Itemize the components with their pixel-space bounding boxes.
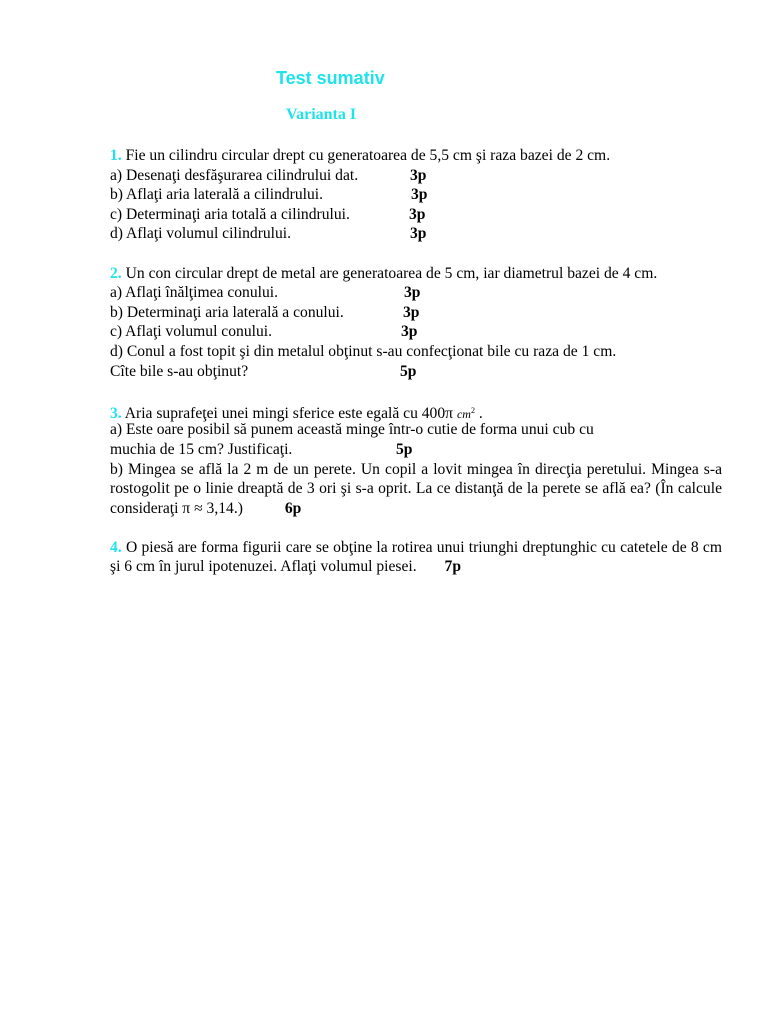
problem-2	[110, 264, 722, 382]
problems-container	[110, 146, 722, 597]
problem-item	[110, 205, 722, 225]
item-text: muchia de 15 cm? Justificaţi.	[110, 440, 293, 458]
problem-statement: Aria suprafeţei unei mingi sferice este egală cu 400π	[124, 404, 454, 422]
item-text: a) Aflaţi înălţimea conului.	[110, 284, 279, 302]
variant-subtitle: Varianta I	[286, 106, 357, 123]
item-points: 5p	[396, 440, 413, 458]
problem-item	[110, 420, 722, 440]
item-points: 6p	[284, 499, 302, 517]
item-points: 3p	[401, 323, 418, 341]
problem-item	[110, 342, 722, 362]
item-points: 3p	[410, 166, 427, 184]
item-text: a) Este oare posibil să punem această minge într-o cutie de forma unui cub cu	[110, 421, 594, 439]
item-text: b) Determinaţi aria laterală a conului.	[110, 303, 344, 321]
problem-item	[110, 303, 722, 323]
item-text: d) Aflaţi volumul cilindrului.	[110, 225, 292, 243]
problem-1-statement-line	[110, 146, 722, 166]
item-points: 7p	[444, 558, 462, 576]
problem-4	[110, 538, 722, 577]
item-text: d) Conul a fost topit şi din metalul obţinut s-au confecţionat bile cu raza de 1 cm.	[110, 342, 617, 360]
problem-number: 4.	[110, 538, 122, 556]
problem-statement: Fie un cilindru circular drept cu generatoarea de 5,5 cm şi raza bazei de 2 cm.	[125, 147, 611, 164]
item-text: Cîte bile s-au obţinut?	[110, 362, 249, 380]
problem-item	[110, 283, 722, 303]
problem-item	[110, 322, 722, 342]
item-points: 3p	[404, 284, 421, 302]
problem-3	[110, 401, 722, 519]
item-points: 3p	[403, 303, 420, 321]
item-text: c) Aflaţi volumul conului.	[110, 323, 272, 341]
item-text: b) Aflaţi aria laterală a cilindrului.	[110, 186, 324, 204]
problem-2-statement-line	[110, 264, 722, 284]
problem-item	[110, 362, 722, 382]
item-text: b) Mingea se află la 2 m de un perete. Un copil a lovit mingea în direcţia peretului. Mingea s-a rostogolit pe o linie dreaptă de 3 ori şi s-a oprit. La ce distanţă de la perete se află ea? (În calcule consideraţi π ≈ 3,14.)	[110, 460, 722, 517]
item-points: 3p	[409, 205, 426, 223]
problem-number: 3.	[110, 404, 122, 422]
problem-item	[110, 460, 722, 519]
problem-3-statement-line: 3. Aria suprafeţei unei mingi sferice este egală cu 400π $cm^2$ .	[110, 404, 483, 422]
problem-item	[110, 224, 722, 244]
test-title: Test sumativ	[276, 68, 385, 88]
problem-number: 1.	[110, 147, 122, 164]
problem-statement: Un con circular drept de metal are generatoarea de 5 cm, iar diametrul bazei de 4 cm.	[125, 264, 658, 282]
item-points: 3p	[410, 225, 427, 243]
problem-4-statement-line	[110, 538, 722, 577]
problem-number: 2.	[110, 264, 122, 282]
problem-1	[110, 146, 722, 244]
problem-item	[110, 166, 722, 186]
item-text: c) Determinaţi aria totală a cilindrului.	[110, 205, 350, 223]
unit-cm-squared: $cm^2$	[456, 405, 475, 421]
problem-statement: O piesă are forma figurii care se obţine la rotirea unui triunghi dreptunghic cu catetele de 8 cm şi 6 cm în jurul ipotenuzei. Aflaţi volumul piesei.	[110, 538, 722, 576]
item-points: 3p	[411, 186, 428, 204]
problem-item	[110, 440, 722, 460]
item-text: a) Desenaţi desfăşurarea cilindrului dat.	[110, 166, 359, 184]
problem-item	[110, 185, 722, 205]
item-points: 5p	[400, 362, 417, 380]
